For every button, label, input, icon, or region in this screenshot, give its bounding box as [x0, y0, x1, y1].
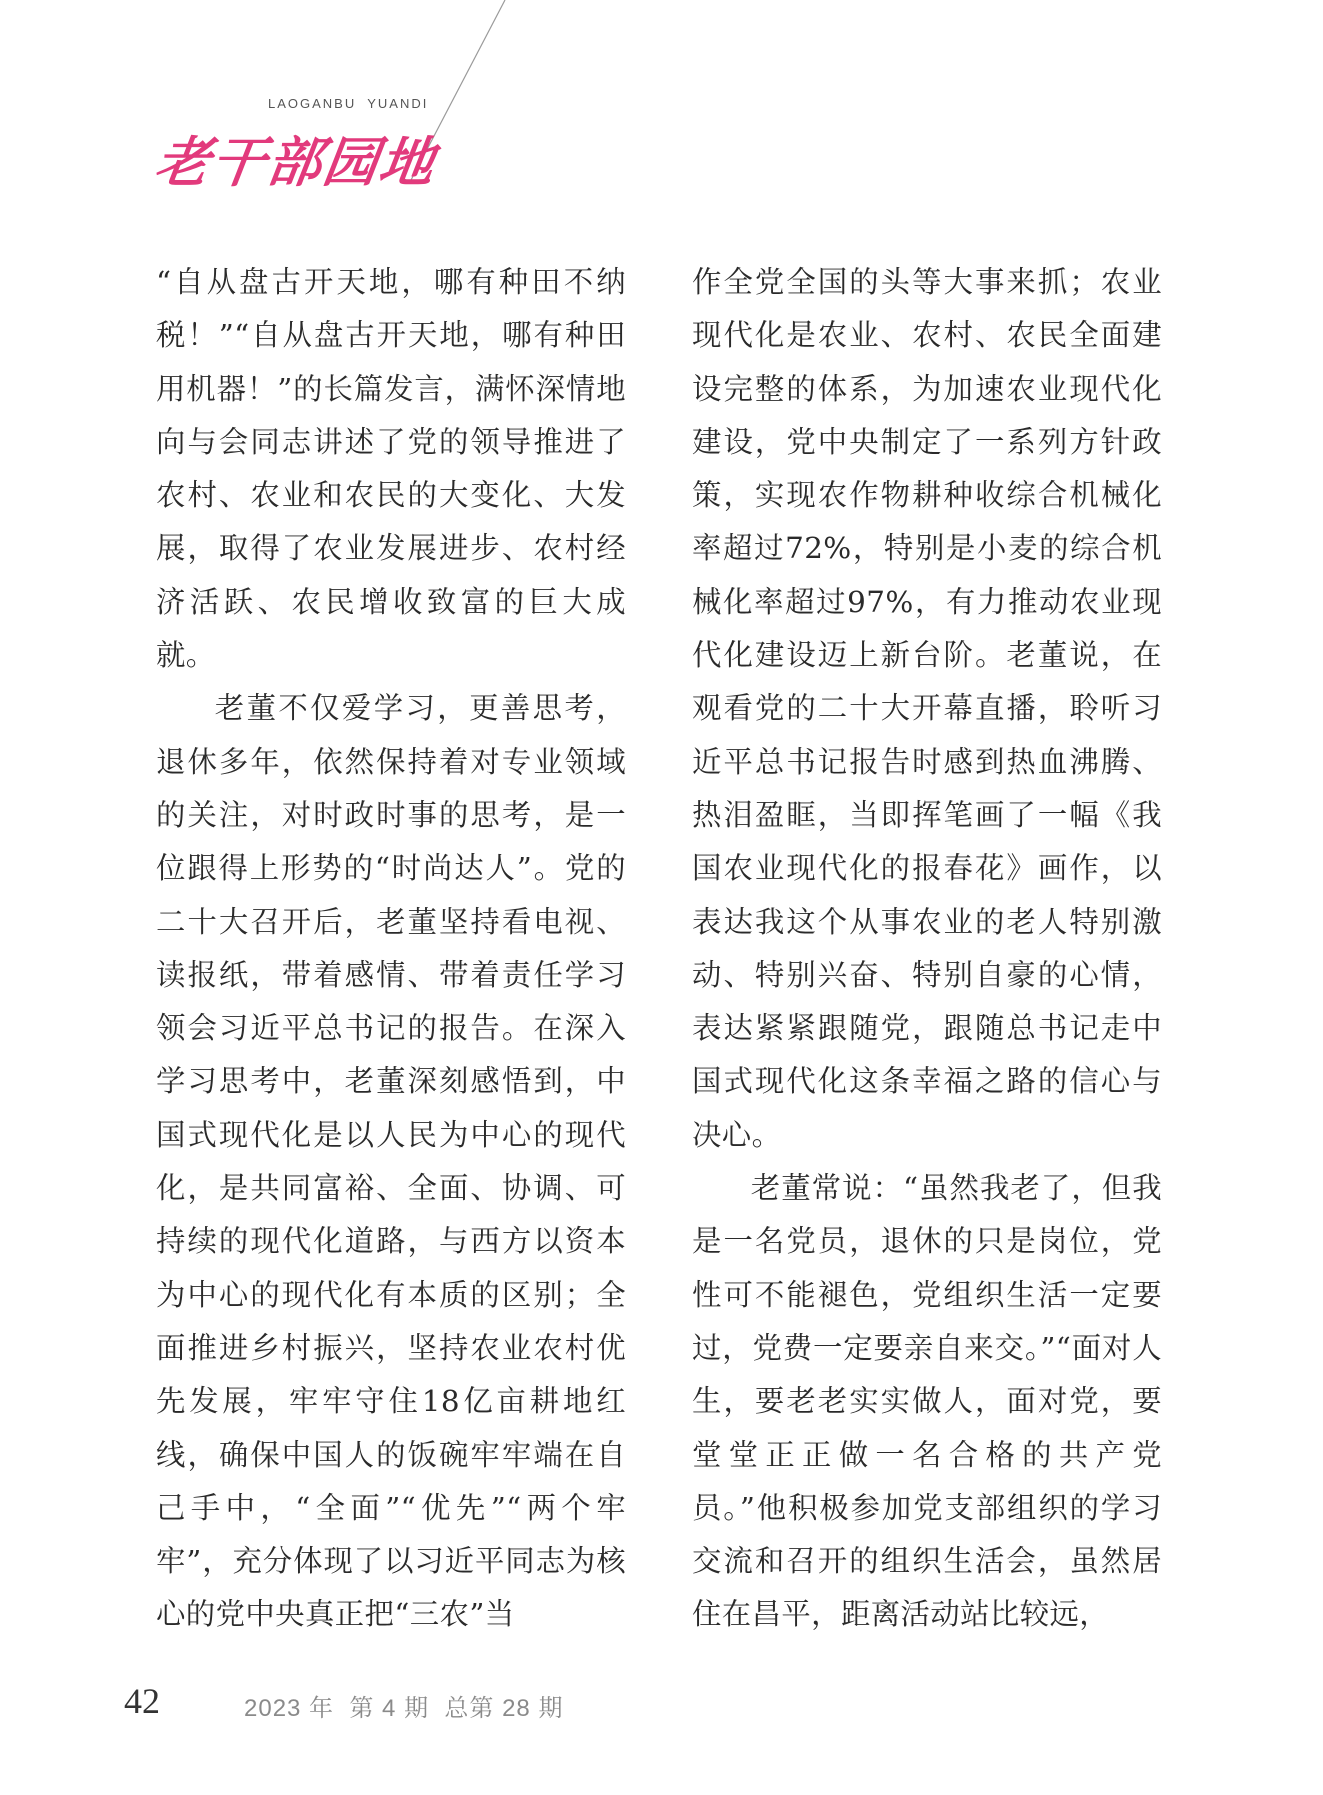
paragraph: 老董不仅爱学习，更善思考，退休多年，依然保持着对专业领域的关注，对时政时事的思考，是一位跟得上形势的“时尚达人”。党的二十大召开后，老董坚持看电视、读报纸，带着感情、带着责任学习领会习近平总书记的报告。在深入学习思考中，老董深刻感悟到，中国式现代化是以人民为中心的现代化，是共同富裕、全面、协调、可持续的现代化道路，与西方以资本为中心的现代化有本质的区别；全面推进乡村振兴，坚持农业农村优先发展，牢牢守住18亿亩耕地红线，确保中国人的饭碗牢牢端在自己手中，“全面”“优先”“两个牢牢”，充分体现了以习近平同志为核心的党中央真正把“三农”当	[156, 691, 626, 1632]
column-subtitle: LAOGANBU YUANDI	[268, 96, 429, 111]
column-title: 老干部园地	[151, 130, 441, 194]
paragraph: 老董常说：“虽然我老了，但我是一名党员，退休的只是岗位，党性可不能褪色，党组织生活一定要过，党费一定要亲自来交。”“面对人生，要老老实实做人，面对党，要堂堂正正做一名合格的共产党员。”他积极参加党支部组织的学习交流和召开的组织生活会，虽然居住在昌平，距离活动站比较远，	[692, 1171, 1162, 1632]
issue-info: 2023 年 第 4 期 总第 28 期	[244, 1695, 564, 1722]
left-text-column	[156, 256, 626, 1642]
paragraph: “自从盘古开天地，哪有种田不纳税！”“自从盘古开天地，哪有种田用机器！”的长篇发言，满怀深情地向与会同志讲述了党的领导推进了农村、农业和农民的大变化、大发展，取得了农业发展进步、农村经济活跃、农民增收致富的巨大成就。	[156, 265, 626, 673]
page-number: 42	[124, 1681, 160, 1721]
paragraph: 作全党全国的头等大事来抓；农业现代化是农业、农村、农民全面建设完整的体系，为加速农业现代化建设，党中央制定了一系列方针政策，实现农作物耕种收综合机械化率超过72%，特别是小麦的综合机械化率超过97%，有力推动农业现代化建设迈上新台阶。老董说，在观看党的二十大开幕直播，聆听习近平总书记报告时感到热血沸腾、热泪盈眶，当即挥笔画了一幅《我国农业现代化的报春花》画作，以表达我这个从事农业的老人特别激动、特别兴奋、特别自豪的心情，表达紧紧跟随党，跟随总书记走中国式现代化这条幸福之路的信心与决心。	[692, 265, 1162, 1152]
right-text-column	[692, 256, 1162, 1642]
